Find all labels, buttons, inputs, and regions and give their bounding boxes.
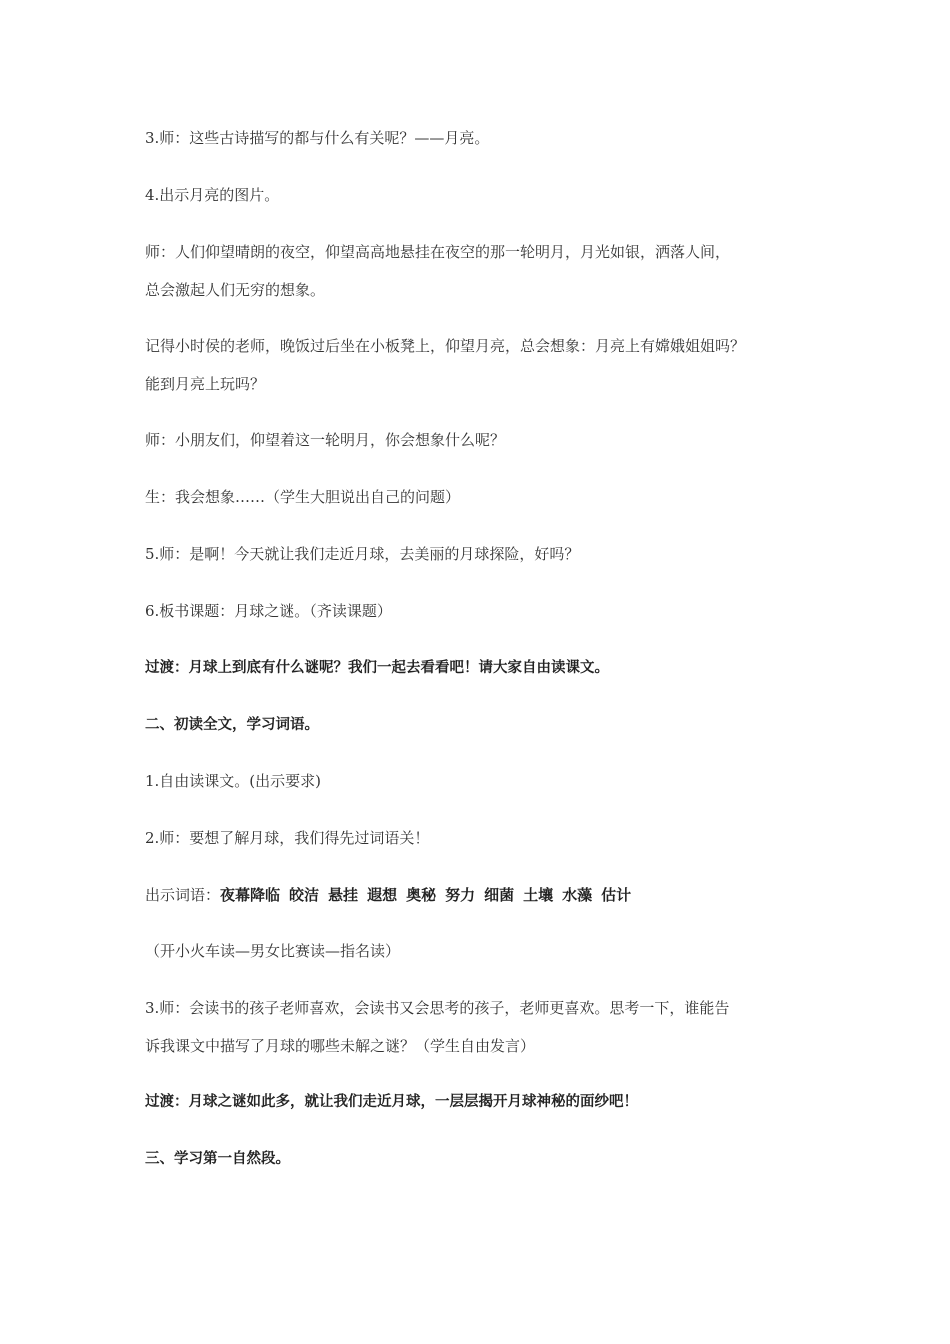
vocab-prefix: 出示词语： — [145, 886, 221, 904]
section-heading-two — [145, 706, 815, 744]
vocab-word: 细菌 — [484, 886, 515, 904]
paragraph-text: 生：我会想象……（学生大胆说出自己的问题） — [145, 488, 461, 506]
paragraph-text: 3.师：这些古诗描写的都与什么有关呢？——月亮。 — [145, 129, 490, 147]
paragraph-explore-moon — [145, 535, 815, 573]
vocab-word: 水藻 — [562, 886, 593, 904]
paragraph-teacher-ask-imagine — [145, 421, 815, 459]
section-heading: 二、初读全文，学习词语。 — [145, 717, 319, 733]
vocab-word: 遐想 — [367, 886, 398, 904]
section-heading-three — [145, 1140, 815, 1178]
paragraph-teacher-night-sky — [145, 233, 815, 309]
paragraph-line: 3.师：会读书的孩子老师喜欢，会读书又会思考的孩子，老师更喜欢。思考一下，谁能告 — [145, 999, 730, 1017]
paragraph-text: 过渡：月球上到底有什么谜呢？我们一起去看看吧！请大家自由读课文。 — [145, 660, 609, 676]
paragraph-line: 能到月亮上玩吗？ — [145, 375, 266, 393]
paragraph-line: 师：人们仰望晴朗的夜空，仰望高高地悬挂在夜空的那一轮明月，月光如银，洒落人间， — [145, 243, 731, 261]
paragraph-text: 4.出示月亮的图片。 — [145, 186, 280, 204]
paragraph-teacher-childhood — [145, 327, 815, 403]
paragraph-vocab-intro — [145, 819, 815, 857]
paragraph-line: 总会激起人们无穷的想象。 — [145, 281, 326, 299]
paragraph-read-freely — [145, 762, 815, 800]
vocab-word: 奥秘 — [406, 886, 437, 904]
paragraph-line: 记得小时侯的老师，晚饭过后坐在小板凳上，仰望月亮，总会想象：月亮上有嫦娥姐姐吗？ — [145, 337, 746, 355]
paragraph-text: 师：小朋友们，仰望着这一轮明月，你会想象什么呢？ — [145, 431, 506, 449]
paragraph-text: 过渡：月球之谜如此多，就让我们走近月球，一层层揭开月球神秘的面纱吧！ — [145, 1094, 638, 1110]
paragraph-text: 2.师：要想了解月球，我们得先过词语关！ — [145, 829, 430, 847]
paragraph-show-moon-picture — [145, 176, 815, 214]
vocab-line — [145, 876, 815, 914]
paragraph-line: 诉我课文中描写了月球的哪些未解之谜？（学生自由发言） — [145, 1037, 536, 1055]
vocab-word: 估计 — [601, 886, 632, 904]
vocab-word: 皎洁 — [289, 886, 320, 904]
paragraph-vocab-list — [145, 876, 815, 914]
vocab-word: 夜幕降临 — [220, 886, 281, 904]
vocab-word: 悬挂 — [328, 886, 359, 904]
paragraph-text: （开小火车读—男女比赛读—指名读） — [145, 942, 401, 960]
paragraph-student-answer — [145, 478, 815, 516]
transition-unveil — [145, 1083, 815, 1121]
paragraph-board-title — [145, 592, 815, 630]
paragraph-text: 1.自由读课文。(出示要求) — [145, 772, 322, 790]
transition-mysteries — [145, 649, 815, 687]
vocab-word: 努力 — [445, 886, 476, 904]
paragraph-moon-question — [145, 119, 815, 157]
paragraph-teacher-think — [145, 989, 815, 1065]
section-heading: 三、学习第一自然段。 — [145, 1151, 290, 1167]
paragraph-reading-methods — [145, 932, 815, 970]
paragraph-text: 5.师：是啊！今天就让我们走近月球，去美丽的月球探险，好吗？ — [145, 545, 580, 563]
vocab-word: 土壤 — [523, 886, 554, 904]
paragraph-text: 6.板书课题：月球之谜。（齐读课题） — [145, 602, 392, 620]
